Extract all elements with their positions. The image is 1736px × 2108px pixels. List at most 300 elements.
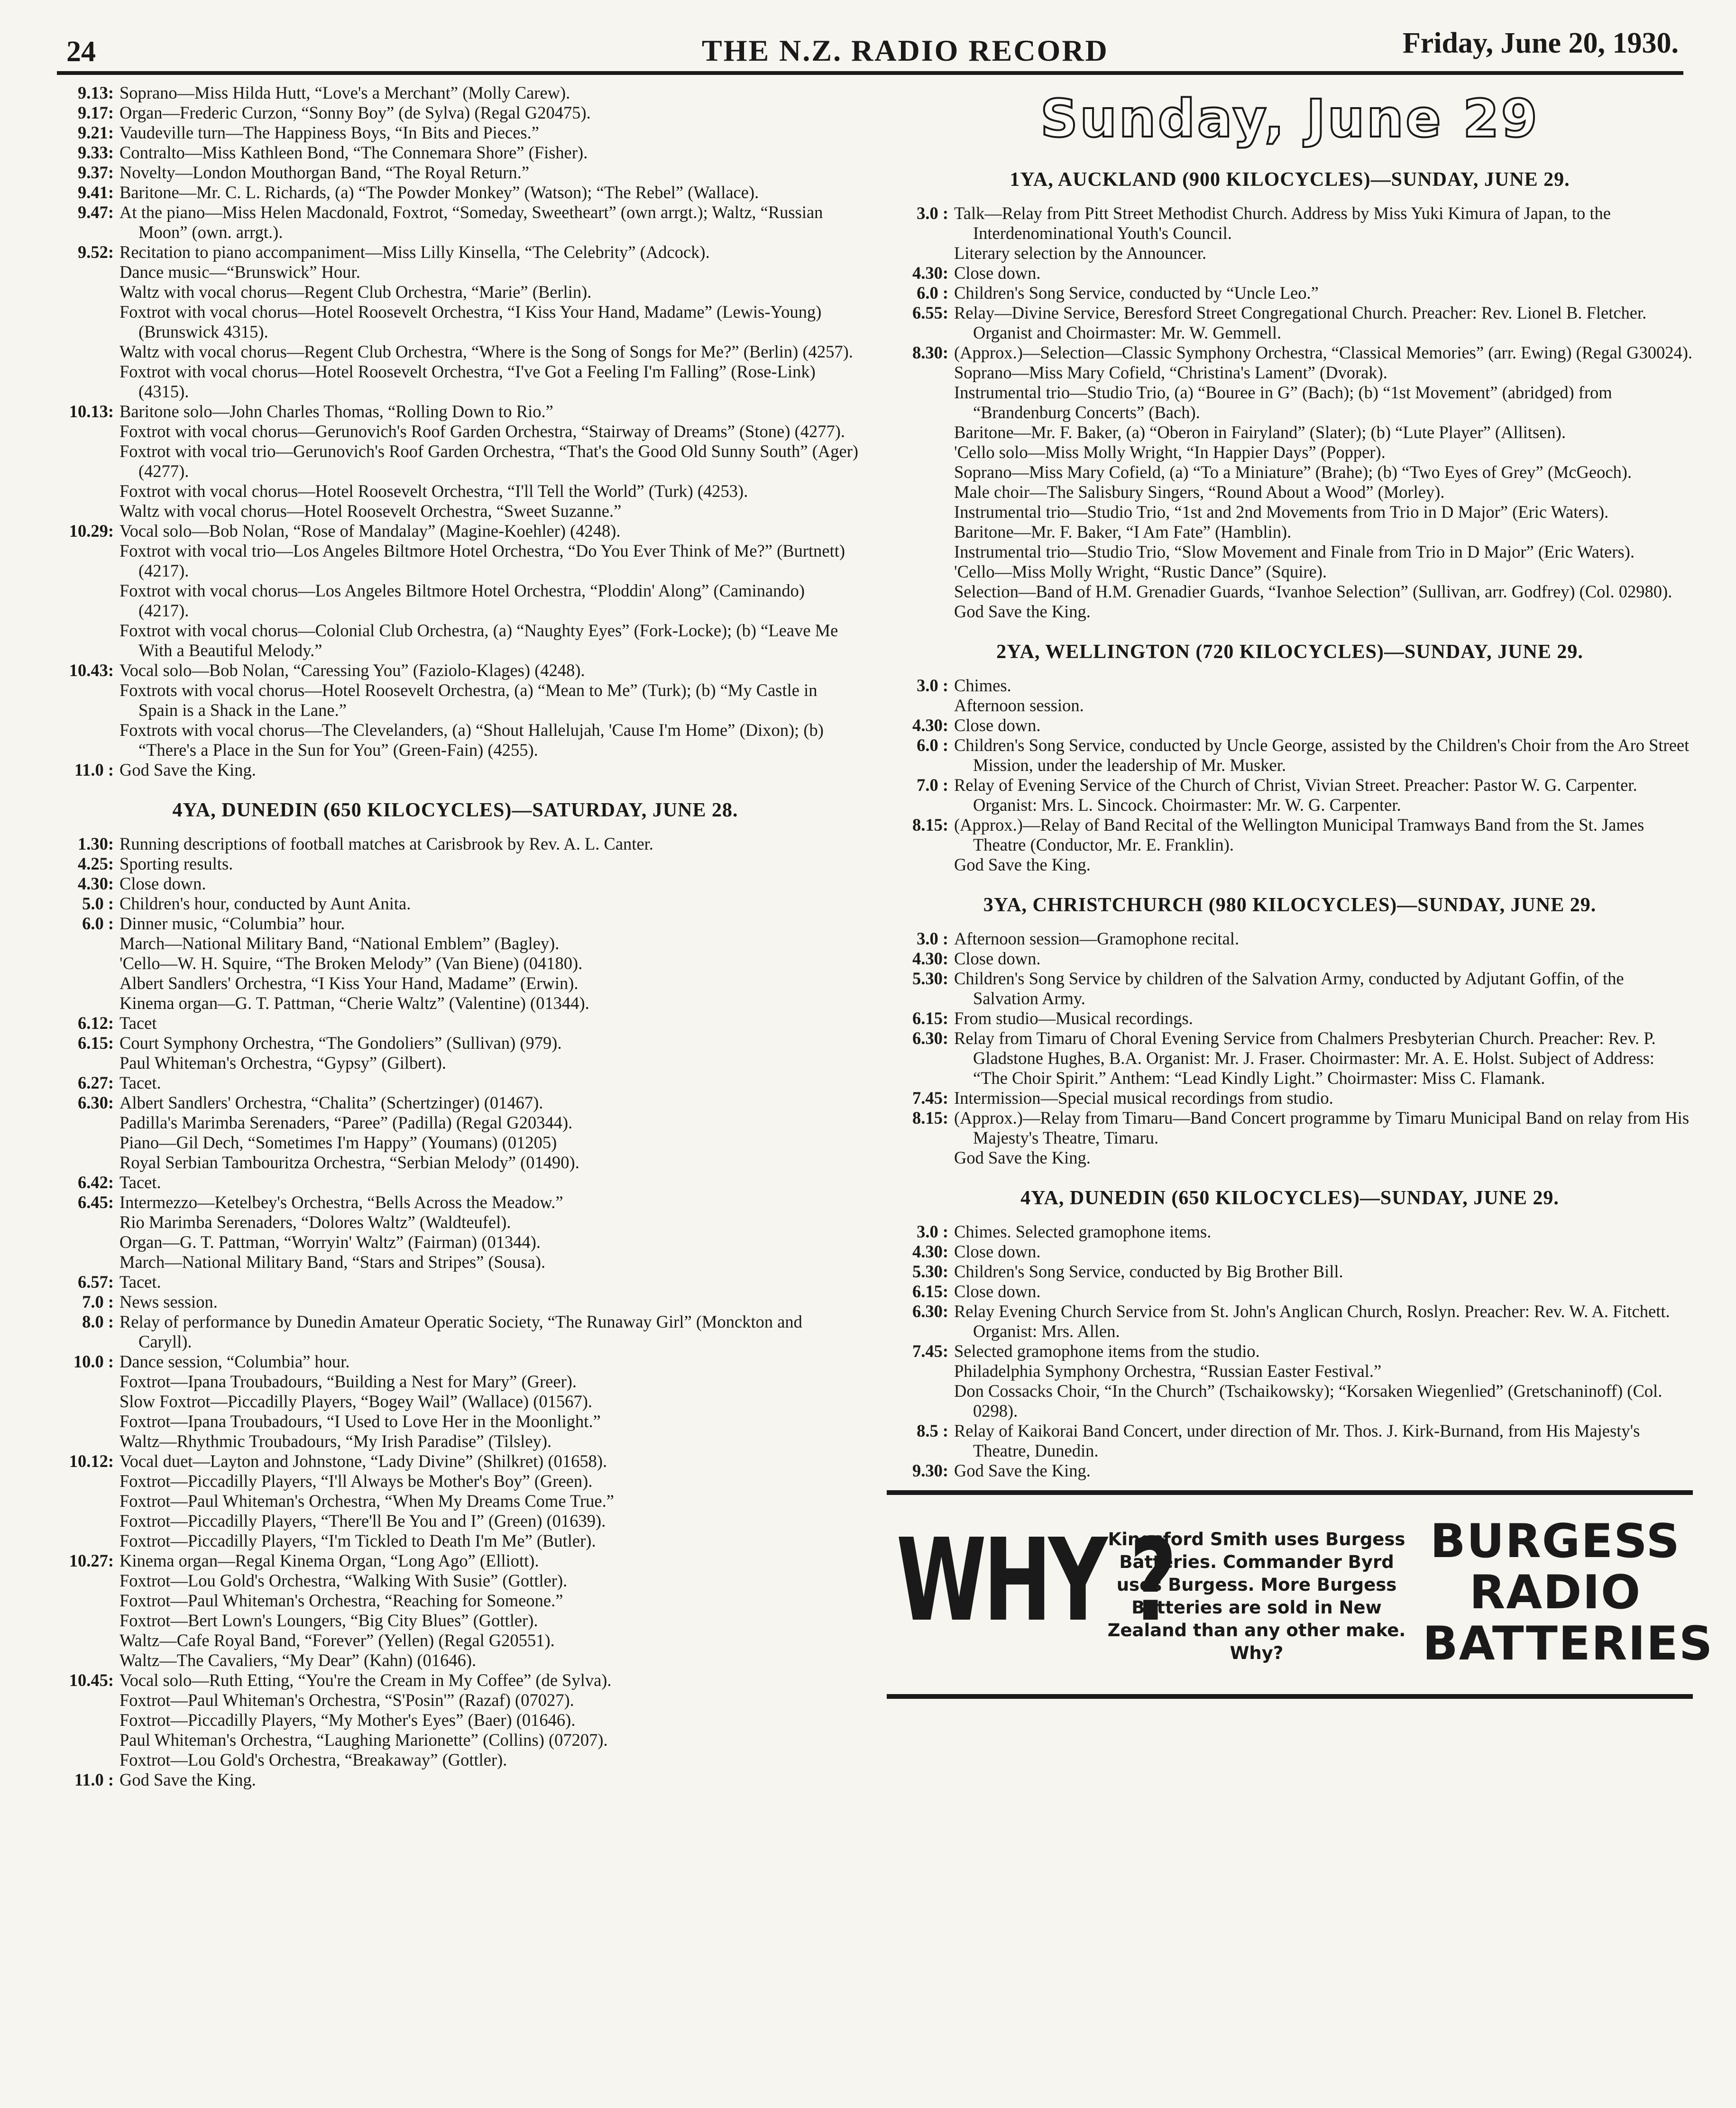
program-line: Intermission—Special musical recordings from studio. [954, 1088, 1333, 1108]
program-line: Foxtrot—Bert Lown's Loungers, “Big City Blues” (Gottler). [119, 1611, 538, 1630]
program-line: Instrumental trio—Studio Trio, (a) “Bouree in G” (Bach); (b) “1st Movement” (abridged) from “Brandenburg Concerts” (Bach). [954, 383, 1612, 422]
program-line: March—National Military Band, “Stars and Stripes” (Sousa). [119, 1252, 546, 1272]
program-line: Paul Whiteman's Orchestra, “Laughing Marionette” (Collins) (07207). [119, 1730, 608, 1750]
program-body [954, 1461, 1693, 1481]
program-line: Court Symphony Orchestra, “The Gondoliers” (Sullivan) (979). [119, 1033, 562, 1053]
program-line: Foxtrot with vocal trio—Gerunovich's Roof Garden Orchestra, “That's the Good Old Sunny South” (Ager) (4277). [119, 441, 859, 481]
program-time: 6.57: [77, 1272, 114, 1292]
program-line: Foxtrot with vocal trio—Los Angeles Biltmore Hotel Orchestra, “Do You Ever Think of Me?” (Burtnett) (4217). [119, 541, 845, 580]
section-heading-christchurch: 3YA, CHRISTCHURCH (980 KILOCYCLES)—SUNDAY, JUNE 29. [983, 894, 1597, 916]
program-entry [52, 1670, 858, 1770]
paper-title: THE N.Z. RADIO RECORD [702, 34, 1109, 67]
program-entry [887, 815, 1693, 875]
program-body [119, 1292, 858, 1312]
program-line: Dance music—“Brunswick” Hour. [119, 262, 360, 282]
program-line: Foxtrot—Paul Whiteman's Orchestra, “Reaching for Someone.” [119, 1591, 563, 1610]
program-body [954, 1262, 1693, 1282]
program-line: Vocal solo—Bob Nolan, “Rose of Mandalay” (Magine-Koehler) (4248). [119, 521, 621, 541]
program-body [954, 343, 1693, 622]
program-time: 8.30: [912, 343, 948, 362]
program-entry [52, 202, 858, 242]
program-line: (Approx.)—Relay of Band Recital of the Wellington Municipal Tramways Band from the St. James Theatre (Conductor, Mr. E. Franklin). [954, 815, 1644, 854]
program-body [954, 676, 1693, 715]
program-line: Foxtrot—Piccadilly Players, “I'm Tickled to Death I'm Me” (Butler). [119, 1531, 596, 1550]
program-body [119, 1770, 858, 1790]
program-line: Waltz with vocal chorus—Regent Club Orchestra, “Marie” (Berlin). [119, 282, 592, 302]
program-line: God Save the King. [954, 1148, 1091, 1167]
program-entry [887, 775, 1693, 815]
program-line: Albert Sandlers' Orchestra, “Chalita” (Schertzinger) (01467). [119, 1093, 543, 1112]
program-body [119, 521, 858, 660]
program-entry [52, 660, 858, 760]
program-time: 7.0 : [82, 1292, 114, 1311]
program-body [119, 183, 858, 202]
program-list [52, 83, 858, 780]
program-body [119, 83, 858, 103]
program-line: Organ—Frederic Curzon, “Sonny Boy” (de Sylva) (Regal G20475). [119, 103, 591, 122]
issue-date: Friday, June 20, 1930. [1402, 27, 1679, 59]
program-line: Chimes. Selected gramophone items. [954, 1222, 1212, 1241]
program-time: 11.0 : [74, 760, 114, 779]
program-line: Talk—Relay from Pitt Street Methodist Church. Address by Miss Yuki Kimura of Japan, to the Interdenominational Youth's Council. [954, 203, 1611, 243]
program-entry [887, 1008, 1693, 1028]
program-body [954, 283, 1693, 303]
program-line: Rio Marimba Serenaders, “Dolores Waltz” (Waldteufel). [119, 1212, 511, 1232]
program-time: 5.30: [912, 1262, 948, 1281]
program-time: 3.0 : [917, 676, 948, 695]
program-body [119, 914, 858, 1013]
program-time: 9.33: [77, 143, 114, 162]
program-entry [52, 1551, 858, 1670]
program-entry [887, 1262, 1693, 1282]
program-line: God Save the King. [954, 1461, 1091, 1480]
program-body [119, 1451, 858, 1551]
program-time: 9.21: [77, 123, 114, 142]
program-line: Close down. [954, 1282, 1041, 1301]
program-time: 6.12: [77, 1013, 114, 1033]
program-time: 10.12: [69, 1451, 114, 1471]
program-body [119, 894, 858, 914]
program-time: 6.30: [912, 1028, 948, 1048]
program-time: 6.55: [912, 303, 948, 322]
program-time: 6.0 : [917, 735, 948, 755]
program-line: Instrumental trio—Studio Trio, “1st and 2nd Movements from Trio in D Major” (Eric Waters). [954, 502, 1609, 522]
program-body [119, 1033, 858, 1073]
program-body [119, 202, 858, 242]
program-line: Foxtrot with vocal chorus—Hotel Roosevelt Orchestra, “I Kiss Your Hand, Madame” (Lewis-Young) (Brunswick 4315). [119, 302, 822, 341]
program-line: Vocal solo—Ruth Etting, “You're the Cream in My Coffee” (de Sylva). [119, 1670, 612, 1690]
program-entry [52, 894, 858, 914]
program-line: Recitation to piano accompaniment—Miss Lilly Kinsella, “The Celebrity” (Adcock). [119, 242, 710, 262]
program-entry [52, 163, 858, 183]
program-line: Tacet. [119, 1073, 161, 1092]
program-entry [52, 123, 858, 143]
program-line: (Approx.)—Selection—Classic Symphony Orchestra, “Classical Memories” (arr. Ewing) (Regal G30024). [954, 343, 1692, 362]
program-entry [52, 242, 858, 402]
program-body [954, 1341, 1693, 1421]
program-time: 5.0 : [82, 894, 114, 913]
program-line: Selected gramophone items from the studio. [954, 1341, 1260, 1361]
program-body [954, 263, 1693, 283]
program-entry [52, 1312, 858, 1352]
program-line: Afternoon session. [954, 696, 1084, 715]
program-line: Waltz with vocal chorus—Regent Club Orchestra, “Where is the Song of Songs for Me?” (Berlin) (4257). [119, 342, 853, 361]
program-line: Tacet [119, 1013, 157, 1033]
program-time: 6.30: [912, 1301, 948, 1321]
program-entry [887, 1282, 1693, 1301]
program-line: Vaudeville turn—The Happiness Boys, “In Bits and Pieces.” [119, 123, 539, 142]
program-line: Foxtrots with vocal chorus—The Clevelanders, (a) “Shout Hallelujah, 'Cause I'm Home” (Dixon); (b) “There's a Place in the Sun for You” (Green-Fain) (4255). [119, 720, 824, 760]
program-line: Waltz—Rhythmic Troubadours, “My Irish Paradise” (Tilsley). [119, 1431, 552, 1451]
left-column [52, 83, 858, 1790]
program-line: Vocal duet—Layton and Johnstone, “Lady Divine” (Shilkret) (01658). [119, 1451, 607, 1471]
program-time: 3.0 : [917, 929, 948, 948]
program-line: Foxtrot with vocal chorus—Colonial Club Orchestra, (a) “Naughty Eyes” (Fork-Locke); (b) “Leave Me With a Beautiful Melody.” [119, 621, 838, 660]
program-line: Male choir—The Salisbury Singers, “Round About a Wood” (Morley). [954, 482, 1445, 502]
program-entry [52, 1013, 858, 1033]
program-time: 3.0 : [917, 1222, 948, 1241]
program-time: 4.30: [77, 874, 114, 893]
program-time: 4.30: [912, 263, 948, 283]
program-line: Close down. [954, 715, 1041, 735]
program-body [954, 1088, 1693, 1108]
program-time: 6.30: [77, 1093, 114, 1112]
program-line: Baritone—Mr. C. L. Richards, (a) “The Powder Monkey” (Watson); “The Rebel” (Wallace). [119, 183, 759, 202]
program-time: 9.47: [77, 202, 114, 222]
program-entry [887, 969, 1693, 1008]
ad-brand-line: RADIO [1469, 1566, 1642, 1620]
program-body [954, 1008, 1693, 1028]
program-line: Sporting results. [119, 854, 233, 873]
program-body [119, 874, 858, 894]
section-heading-dunedin-sat: 4YA, DUNEDIN (650 KILOCYCLES)—SATURDAY, JUNE 28. [172, 799, 738, 821]
program-line: Foxtrot—Piccadilly Players, “There'll Be You and I” (Green) (01639). [119, 1511, 606, 1531]
program-line: Foxtrots with vocal chorus—Hotel Roosevelt Orchestra, (a) “Mean to Me” (Turk); (b) “My Castle in Spain is a Shack in the Lane.” [119, 680, 817, 720]
program-entry [52, 1272, 858, 1292]
program-time: 4.30: [912, 949, 948, 968]
program-time: 3.0 : [917, 203, 948, 223]
program-line: Foxtrot—Paul Whiteman's Orchestra, “S'Posin'” (Razaf) (07027). [119, 1690, 574, 1710]
program-list [887, 203, 1693, 622]
program-time: 10.45: [69, 1670, 114, 1690]
program-line: Royal Serbian Tambouritza Orchestra, “Serbian Melody” (01490). [119, 1153, 579, 1172]
program-time: 10.27: [69, 1551, 114, 1570]
program-line: Foxtrot—Piccadilly Players, “My Mother's Eyes” (Baer) (01646). [119, 1710, 576, 1730]
program-line: Relay from Timaru of Choral Evening Service from Chalmers Presbyterian Church. Preacher: Rev. P. Gladstone Hughes, B.A. Organist: Mr. J. Fraser. Choirmaster: Mr. A. E. Holst. Subject of Address: “The Choir Spirit.” Anthem: “Lead Kindly Light.” Choirmaster: Miss C. Flamank. [954, 1028, 1656, 1088]
program-line: Close down. [954, 1242, 1041, 1261]
program-body [119, 1093, 858, 1173]
program-body [119, 1670, 858, 1770]
program-line: Tacet. [119, 1173, 161, 1192]
program-body [954, 1108, 1693, 1168]
program-line: Baritone solo—John Charles Thomas, “Rolling Down to Rio.” [119, 402, 553, 421]
program-line: God Save the King. [119, 760, 256, 779]
program-entry [887, 676, 1693, 715]
program-time: 9.13: [77, 83, 114, 102]
program-line: Albert Sandlers' Orchestra, “I Kiss Your Hand, Madame” (Erwin). [119, 973, 579, 993]
program-entry [52, 103, 858, 123]
ad-brand-line: BATTERIES [1423, 1617, 1714, 1671]
program-line: Tacet. [119, 1272, 161, 1292]
program-line: Chimes. [954, 676, 1011, 695]
program-time: 10.43: [69, 660, 114, 680]
program-line: Organ—G. T. Pattman, “Worryin' Waltz” (Fairman) (01344). [119, 1232, 541, 1252]
program-line: Dinner music, “Columbia” hour. [119, 914, 345, 933]
program-line: 'Cello—Miss Molly Wright, “Rustic Dance” (Squire). [954, 562, 1327, 581]
program-line: Instrumental trio—Studio Trio, “Slow Movement and Finale from Trio in D Major” (Eric Waters). [954, 542, 1635, 561]
program-body [119, 1192, 858, 1272]
program-entry [52, 1173, 858, 1192]
program-line: Relay of Evening Service of the Church of Christ, Vivian Street. Preacher: Pastor W. G. Carpenter. Organist: Mrs. L. Sincock. Choirmaster: Mr. W. G. Carpenter. [954, 775, 1637, 815]
program-time: 4.30: [912, 1242, 948, 1261]
program-line: Foxtrot—Lou Gold's Orchestra, “Breakaway” (Gottler). [119, 1750, 507, 1769]
program-body [954, 815, 1693, 875]
program-line: Slow Foxtrot—Piccadilly Players, “Bogey Wail” (Wallace) (01567). [119, 1392, 592, 1411]
program-line: Dance session, “Columbia” hour. [119, 1352, 350, 1371]
program-entry [52, 854, 858, 874]
program-body [119, 103, 858, 123]
program-entry [887, 263, 1693, 283]
program-time: 9.37: [77, 163, 114, 182]
program-time: 9.52: [77, 242, 114, 262]
program-body [119, 1173, 858, 1192]
program-line: Foxtrot—Lou Gold's Orchestra, “Walking With Susie” (Gottler). [119, 1571, 568, 1590]
program-line: Running descriptions of football matches at Carisbrook by Rev. A. L. Canter. [119, 834, 653, 853]
section-heading-dunedin-sun: 4YA, DUNEDIN (650 KILOCYCLES)—SUNDAY, JUNE 29. [1020, 1187, 1559, 1209]
program-entry [52, 83, 858, 103]
program-line: Foxtrot with vocal chorus—Hotel Roosevelt Orchestra, “I've Got a Feeling I'm Falling” (Rose-Link) (4315). [119, 362, 816, 401]
program-entry [887, 1028, 1693, 1088]
program-entry [52, 914, 858, 1013]
program-entry [887, 949, 1693, 969]
program-time: 7.45: [912, 1341, 948, 1361]
program-line: 'Cello solo—Miss Molly Wright, “In Happier Days” (Popper). [954, 442, 1386, 462]
program-line: Paul Whiteman's Orchestra, “Gypsy” (Gilbert). [119, 1053, 447, 1072]
program-line: Children's Song Service by children of the Salvation Army, conducted by Adjutant Goffin, of the Salvation Army. [954, 969, 1624, 1008]
program-line: Waltz with vocal chorus—Hotel Roosevelt Orchestra, “Sweet Suzanne.” [119, 501, 622, 521]
program-entry [887, 735, 1693, 775]
program-line: Baritone—Mr. F. Baker, (a) “Oberon in Fairyland” (Slater); (b) “Lute Player” (Allitsen). [954, 422, 1566, 442]
program-line: Relay—Divine Service, Beresford Street Congregational Church. Preacher: Rev. Lionel B. Fletcher. Organist and Choirmaster: Mr. W. Gemmell. [954, 303, 1647, 342]
program-line: Philadelphia Symphony Orchestra, “Russian Easter Festival.” [954, 1361, 1382, 1381]
program-entry [52, 1451, 858, 1551]
masthead [57, 19, 1683, 75]
program-entry [887, 343, 1693, 622]
program-body [119, 242, 858, 402]
program-line: Literary selection by the Announcer. [954, 243, 1207, 263]
program-entry [887, 1222, 1693, 1242]
program-entry [52, 760, 858, 780]
program-body [119, 1073, 858, 1093]
program-entry [887, 1461, 1693, 1481]
program-body [119, 1551, 858, 1670]
program-list [52, 834, 858, 1790]
program-time: 11.0 : [74, 1770, 114, 1789]
program-line: Vocal solo—Bob Nolan, “Caressing You” (Faziolo-Klages) (4248). [119, 660, 585, 680]
program-body [954, 735, 1693, 775]
program-entry [52, 1770, 858, 1790]
program-entry [52, 1093, 858, 1173]
program-line: Children's Song Service, conducted by Big Brother Bill. [954, 1262, 1343, 1281]
program-entry [887, 203, 1693, 263]
program-line: Intermezzo—Ketelbey's Orchestra, “Bells Across the Meadow.” [119, 1192, 563, 1212]
program-body [954, 969, 1693, 1008]
program-entry [887, 1341, 1693, 1421]
program-time: 8.5 : [917, 1421, 948, 1440]
program-line: Waltz—Cafe Royal Band, “Forever” (Yellen) (Regal G20551). [119, 1631, 555, 1650]
program-line: Relay Evening Church Service from St. John's Anglican Church, Roslyn. Preacher: Rev. W. A. Fitchett. Organist: Mrs. Allen. [954, 1301, 1670, 1341]
program-entry [52, 874, 858, 894]
program-body [954, 775, 1693, 815]
program-time: 8.15: [912, 815, 948, 834]
program-time: 6.27: [77, 1073, 114, 1092]
program-entry [887, 283, 1693, 303]
program-body [954, 949, 1693, 969]
program-body [119, 834, 858, 854]
program-body [119, 854, 858, 874]
program-time: 4.25: [77, 854, 114, 873]
burgess-advertisement [887, 1490, 1714, 1699]
program-body [119, 143, 858, 163]
program-time: 10.13: [69, 402, 114, 421]
page-number: 24 [66, 36, 96, 68]
program-entry [887, 1421, 1693, 1461]
program-line: Foxtrot with vocal chorus—Hotel Roosevelt Orchestra, “I'll Tell the World” (Turk) (4253). [119, 481, 748, 501]
program-time: 7.45: [912, 1088, 948, 1108]
program-body [119, 1312, 858, 1352]
program-line: Children's Song Service, conducted by Uncle George, assisted by the Children's Choir from the Aro Street Mission, under the leadership of Mr. Musker. [954, 735, 1690, 775]
program-line: God Save the King. [119, 1770, 256, 1789]
program-entry [52, 834, 858, 854]
program-time: 6.15: [912, 1008, 948, 1028]
program-body [119, 123, 858, 143]
program-time: 6.0 : [917, 283, 948, 302]
program-line: March—National Military Band, “National Emblem” (Bagley). [119, 934, 560, 953]
program-time: 4.30: [912, 715, 948, 735]
program-line: Relay of Kaikorai Band Concert, under direction of Mr. Thos. J. Kirk-Burnand, from His Majesty's Theatre, Dunedin. [954, 1421, 1640, 1460]
program-entry [887, 303, 1693, 343]
program-body [119, 1352, 858, 1451]
program-line: Baritone—Mr. F. Baker, “I Am Fate” (Hamblin). [954, 522, 1292, 541]
program-body [119, 760, 858, 780]
program-time: 9.17: [77, 103, 114, 122]
program-line: Foxtrot—Ipana Troubadours, “I Used to Love Her in the Moonlight.” [119, 1411, 601, 1431]
program-line: Close down. [954, 949, 1041, 968]
program-entry [52, 1292, 858, 1312]
program-body [954, 1421, 1693, 1461]
program-line: 'Cello—W. H. Squire, “The Broken Melody” (Van Biene) (04180). [119, 953, 583, 973]
program-time: 10.0 : [73, 1352, 114, 1371]
program-line: Children's hour, conducted by Aunt Anita. [119, 894, 411, 913]
program-line: Foxtrot—Piccadilly Players, “I'll Always be Mother's Boy” (Green). [119, 1471, 593, 1491]
program-body [954, 715, 1693, 735]
program-line: Padilla's Marimba Serenaders, “Paree” (Padilla) (Regal G20344). [119, 1113, 573, 1132]
program-entry [887, 1088, 1693, 1108]
program-line: From studio—Musical recordings. [954, 1008, 1193, 1028]
program-time: 9.41: [77, 183, 114, 202]
program-body [119, 1272, 858, 1292]
program-time: 7.0 : [917, 775, 948, 795]
section-heading-auckland: 1YA, AUCKLAND (900 KILOCYCLES)—SUNDAY, JUNE 29. [1010, 169, 1570, 191]
day-title: Sunday, June 29 [1040, 88, 1540, 149]
program-line: At the piano—Miss Helen Macdonald, Foxtrot, “Someday, Sweetheart” (own arrgt.); Waltz, “Russian Moon” (own. arrgt.). [119, 202, 823, 242]
program-time: 6.0 : [82, 914, 114, 933]
program-line: Children's Song Service, conducted by “Uncle Leo.” [954, 283, 1319, 302]
program-line: Selection—Band of H.M. Grenadier Guards, “Ivanhoe Selection” (Sullivan, arr. Godfrey) (Col. 02980). [954, 582, 1672, 601]
program-time: 8.0 : [82, 1312, 114, 1331]
ad-brand [1423, 1514, 1714, 1671]
program-body [954, 1301, 1693, 1341]
section-heading-wellington: 2YA, WELLINGTON (720 KILOCYCLES)—SUNDAY, JUNE 29. [996, 641, 1583, 663]
program-line: Foxtrot with vocal chorus—Gerunovich's Roof Garden Orchestra, “Stairway of Dreams” (Stone) (4277). [119, 422, 845, 441]
program-line: (Approx.)—Relay from Timaru—Band Concert programme by Timaru Municipal Band on relay from His Majesty's Theatre, Timaru. [954, 1108, 1690, 1147]
program-entry [52, 143, 858, 163]
right-column [887, 83, 1714, 1699]
program-entry [52, 1352, 858, 1451]
program-body [954, 203, 1693, 263]
program-line: Close down. [954, 263, 1041, 283]
program-line: Foxtrot with vocal chorus—Los Angeles Biltmore Hotel Orchestra, “Ploddin' Along” (Caminando) (4217). [119, 581, 805, 620]
program-entry [52, 1192, 858, 1272]
program-line: Piano—Gil Dech, “Sometimes I'm Happy” (Youmans) (01205) [119, 1133, 557, 1152]
program-entry [887, 1108, 1693, 1168]
ad-copy: Kingsford Smith uses Burgess Batteries. Commander Byrd uses Burgess. More Burgess Batteries are sold in New Zealand than any other make. Why? [1107, 1529, 1406, 1663]
program-entry [52, 1073, 858, 1093]
program-line: Soprano—Miss Mary Cofield, (a) “To a Miniature” (Brahe); (b) “Two Eyes of Grey” (McGeoch). [954, 462, 1632, 482]
program-body [119, 402, 858, 521]
program-line: Foxtrot—Ipana Troubadours, “Building a Nest for Mary” (Greer). [119, 1372, 577, 1391]
program-entry [52, 183, 858, 202]
program-time: 5.30: [912, 969, 948, 988]
program-time: 1.30: [77, 834, 114, 853]
program-list [887, 929, 1693, 1168]
program-line: Relay of performance by Dunedin Amateur Operatic Society, “The Runaway Girl” (Monckton and Caryll). [119, 1312, 802, 1351]
program-time: 6.15: [77, 1033, 114, 1053]
program-body [954, 1028, 1693, 1088]
program-line: Contralto—Miss Kathleen Bond, “The Connemara Shore” (Fisher). [119, 143, 588, 162]
program-entry [52, 1033, 858, 1073]
program-line: Kinema organ—G. T. Pattman, “Cherie Waltz” (Valentine) (01344). [119, 993, 589, 1013]
ad-headline: WHY ? [896, 1514, 1174, 1647]
program-line: Waltz—The Cavaliers, “My Dear” (Kahn) (01646). [119, 1650, 477, 1670]
program-time: 6.45: [77, 1192, 114, 1212]
program-line: God Save the King. [954, 855, 1091, 874]
program-line: Close down. [119, 874, 206, 893]
program-line: Foxtrot—Paul Whiteman's Orchestra, “When My Dreams Come True.” [119, 1491, 614, 1511]
program-line: Afternoon session—Gramophone recital. [954, 929, 1240, 948]
program-entry [52, 521, 858, 660]
program-entry [887, 929, 1693, 949]
program-list [887, 676, 1693, 875]
program-entry [52, 402, 858, 521]
program-time: 9.30: [912, 1461, 948, 1480]
program-time: 10.29: [69, 521, 114, 541]
program-time: 8.15: [912, 1108, 948, 1127]
program-body [119, 1013, 858, 1033]
program-body [119, 163, 858, 183]
program-line: Novelty—London Mouthorgan Band, “The Royal Return.” [119, 163, 530, 182]
program-entry [887, 1242, 1693, 1262]
program-entry [887, 715, 1693, 735]
program-line: News session. [119, 1292, 218, 1311]
program-entry [887, 1301, 1693, 1341]
program-body [954, 929, 1693, 949]
program-line: Kinema organ—Regal Kinema Organ, “Long Ago” (Elliott). [119, 1551, 539, 1570]
program-body [119, 660, 858, 760]
program-body [954, 1282, 1693, 1301]
program-line: Don Cossacks Choir, “In the Church” (Tschaikowsky); “Korsaken Wiegenlied” (Gretschaninoff) (Col. 0298). [954, 1381, 1663, 1421]
program-line: Soprano—Miss Hilda Hutt, “Love's a Merchant” (Molly Carew). [119, 83, 570, 102]
